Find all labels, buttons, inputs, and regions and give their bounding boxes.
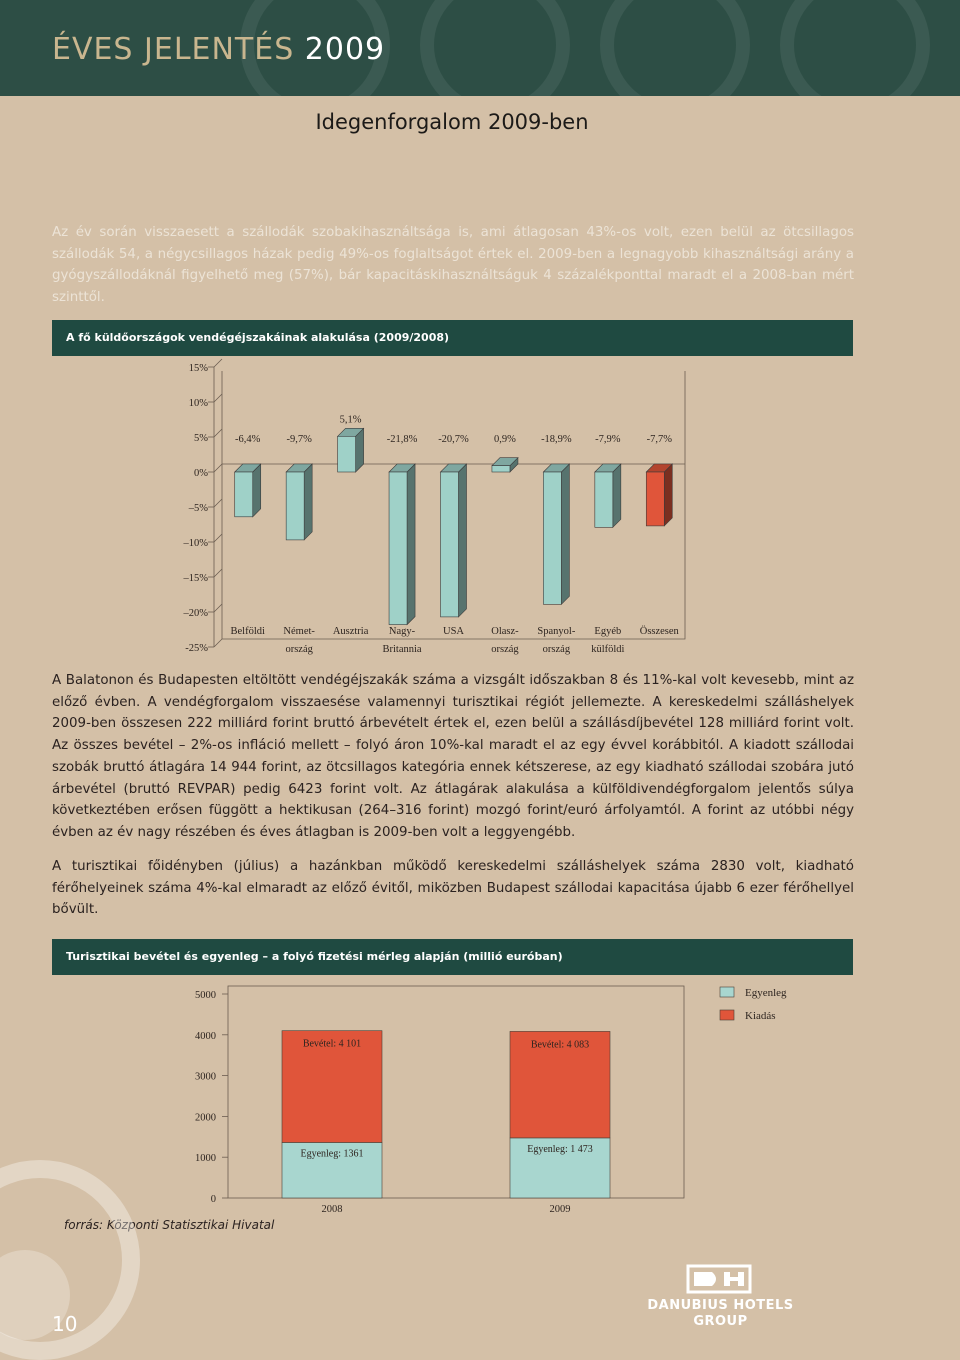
chart1-category-label: Egyéb: [594, 626, 622, 637]
chart2-legend-swatch: [720, 1010, 734, 1020]
chart1-category-label: Britannia: [382, 644, 422, 655]
chart1-category-label: Német-: [283, 626, 315, 637]
paragraph-capacity: A turisztikai főidényben (július) a hazánkban működő kereskedelmi szálláshelyek száma 2830 volt, kiadható férőhelyeinek száma 4%-kal elmaradt az előző évitől, miközben Budapest szállodai kapacitása újabb 6 ezer férőhellyel bővült.: [52, 859, 854, 918]
chart1-data-label: -6,4%: [235, 434, 261, 445]
paragraph-occupancy: Az év során visszaesett a szállodák szobakihasználtsága is, ami átlagosan 43%-os volt, ezen belül az ötcsillagos szállodák 54, a négycsillagos házak pedig 49%-os foglaltságot értek el. 2009-ben a legnagyobb kihasználtsági arány a gyógyszállodáknál figyelhető meg (57%), bár kapacitáskihasználtságuk 4 százalékponttal maradt el a 2008-ban mért szinttől.: [52, 225, 854, 306]
chart1-category-label: Ausztria: [332, 626, 369, 637]
chart1-category-label: Belföldi: [230, 626, 265, 637]
paragraph-revenue: A Balatonon és Budapesten eltöltött vendégéjszakák száma a vizsgált időszakban 8 és 11%-kal volt kevesebb, mint az előző évben. A vendégforgalom visszaesése valamennyi turisztikai régiót jellemezte. A kereskedelmi szálláshelyek 2009-ben összesen 222 milliárd forint bruttó árbevételt értek el, ezen belül a szállásdíjbevétel 128 milliárd forint volt. Az összes bevétel – 2%-os infláció mellett – folyó áron 10%-kal maradt el az egy évvel korábbitól. A kiadott szállodai szobák bruttó átlagára 14 944 forint, az ötcsillagos kategória ennek kétszerese, az egy kiadható szállodai szobára jutó árbevétel (bruttó REVPAR) pedig 6423 forint volt. Az átlagárak alakulása a külföldivendégforgalom jelentős súlya következtében erősen függött a hektikusan (264–316 forint) mozgó forint/euró árfolyamtól. A forint az utóbbi négy évben az év nagy részében és éves átlagban is 2009-ben volt a leggyengébb.: [52, 673, 854, 840]
source-note: forrás: Központi Statisztikai Hivatal: [64, 1218, 275, 1232]
chart1-data-label: 0,9%: [494, 434, 516, 445]
chart1-title-banner: A fő küldőországok vendégéjszakáinak alakulása (2009/2008): [52, 320, 853, 356]
page-number: 10: [52, 1312, 78, 1336]
chart1-data-label: 5,1%: [339, 414, 362, 426]
chart2-legend-label: Egyenleg: [745, 987, 787, 999]
logo-text: [628, 1298, 813, 1330]
chart2-revenue-label: Bevétel: 4 083: [530, 1039, 590, 1051]
chart2-y-tick-label: 3000: [195, 1071, 216, 1083]
chart1-category-label: Spanyol-: [537, 626, 576, 637]
chart1-category-label: külföldi: [591, 644, 625, 655]
logo-line1: DANUBIUS HOTELS: [647, 1298, 794, 1313]
chart2-balance-label: Egyenleg: 1 473: [527, 1143, 593, 1155]
chart1-y-tick-label: 5%: [194, 433, 208, 444]
chart1-y-tick-label: 0%: [194, 468, 208, 479]
chart2-title-banner: Turisztikai bevétel és egyenleg – a folyó fizetési mérleg alapján (millió euróban): [52, 939, 853, 975]
chart1-y-tick-label: -25%: [185, 643, 208, 654]
chart2-legend-swatch: [720, 987, 734, 997]
chart1-category-label: ország: [491, 644, 519, 655]
chart2-y-tick-label: 0: [210, 1194, 216, 1205]
chart2-revenue-label: Bevétel: 4 101: [302, 1038, 362, 1050]
chart2-category-label: 2008: [321, 1204, 343, 1215]
logo-line2: GROUP: [693, 1314, 748, 1329]
chart1-category-label: Nagy-: [388, 626, 416, 637]
chart2-category-label: 2009: [549, 1204, 571, 1215]
chart1-category-label: Olasz-: [491, 626, 519, 637]
chart2-y-tick-label: 5000: [195, 990, 216, 1001]
chart1-y-tick-label: –10%: [183, 538, 208, 549]
chart1-y-tick-label: 10%: [188, 398, 208, 409]
chart2-balance-label: Egyenleg: 1361: [300, 1148, 364, 1160]
chart1-y-tick-label: –20%: [183, 608, 208, 619]
chart1-data-label: -20,7%: [438, 434, 469, 445]
chart1-data-label: -7,9%: [595, 434, 621, 445]
chart1-y-tick-label: –15%: [183, 573, 208, 584]
section-title: Idegenforgalom 2009-ben: [315, 110, 589, 134]
chart1-data-label: -18,9%: [541, 434, 572, 445]
danubius-logo: [628, 1262, 813, 1332]
chart2-y-tick-label: 2000: [195, 1112, 216, 1124]
chart2-y-tick-label: 1000: [195, 1153, 216, 1165]
chart1-category-label: USA: [442, 626, 465, 637]
chart1-y-tick-label: 15%: [188, 363, 208, 374]
chart1-category-label: ország: [285, 644, 313, 655]
danubius-logo-icon: [686, 1262, 752, 1296]
document-year: 2009: [304, 32, 386, 67]
chart1-category-label: Összesen: [639, 626, 679, 637]
chart1-data-label: -9,7%: [286, 434, 312, 445]
document-title-text: ÉVES JELENTÉS: [52, 32, 295, 67]
chart1-y-tick-label: –5%: [188, 503, 208, 514]
chart1-data-label: -7,7%: [646, 434, 672, 445]
chart2-y-tick-label: 4000: [195, 1030, 216, 1042]
chart1-category-label: ország: [542, 644, 571, 655]
chart1-data-label: -21,8%: [386, 434, 418, 445]
chart2-legend-label: Kiadás: [745, 1010, 776, 1022]
